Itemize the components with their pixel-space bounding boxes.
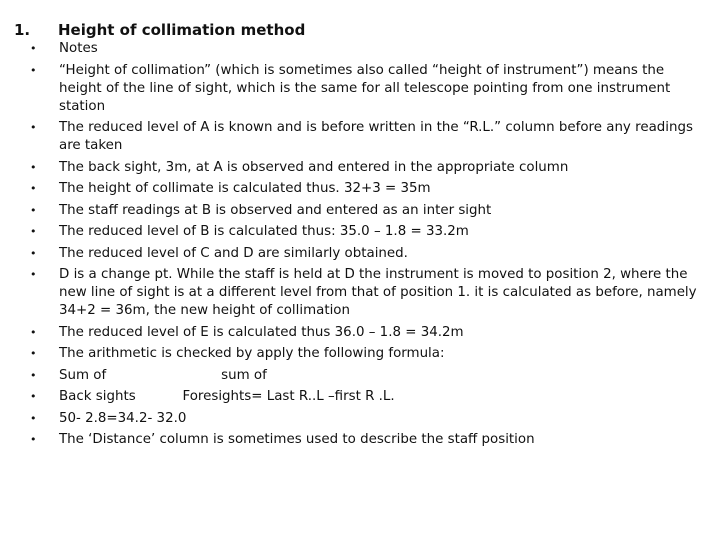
- bullet-icon: •: [30, 268, 37, 281]
- list-item: [0, 40, 720, 58]
- list-item: [0, 180, 720, 198]
- list-item-text: The height of collimate is calculated thus. 32+3 = 35m: [59, 181, 431, 196]
- list-item-text: Notes: [59, 41, 98, 56]
- list-item-text: “Height of collimation” (which is sometimes also called “height of instrument”) means the height of the line of sight, which is the same for all telescope pointing from one instrument station: [59, 62, 671, 114]
- list-item: [0, 367, 720, 385]
- bullet-icon: •: [30, 246, 37, 260]
- bullet-icon: •: [30, 225, 37, 238]
- list-item-text: The back sight, 3m, at A is observed and entered in the appropriate column: [59, 159, 569, 175]
- list-item-text: The ‘Distance’ column is sometimes used to describe the staff position: [59, 432, 535, 447]
- bullet-list: [0, 40, 720, 453]
- list-item: [0, 159, 720, 177]
- bullet-icon: •: [30, 182, 37, 195]
- bullet-icon: •: [30, 121, 37, 134]
- list-item-text: Sum of sum of: [59, 367, 267, 383]
- list-item: [0, 245, 720, 263]
- list-item-text: Back sights Foresights= Last R..L –first R .L.: [59, 389, 395, 404]
- bullet-icon: •: [30, 42, 37, 55]
- list-item: [0, 324, 720, 342]
- list-item-text: The reduced level of C and D are similarly obtained.: [59, 245, 408, 261]
- list-item-text: The reduced level of A is known and is before written in the “R.L.” column before any readings are taken: [59, 120, 693, 153]
- bullet-icon: •: [30, 203, 37, 217]
- list-item-text: The arithmetic is checked by apply the following formula:: [59, 346, 445, 361]
- list-item-text: The staff readings at B is observed and entered as an inter sight: [59, 202, 492, 218]
- list-item: [0, 410, 720, 428]
- bullet-icon: •: [30, 63, 37, 77]
- list-item-text: D is a change pt. While the staff is held at D the instrument is moved to position 2, where the new line of sight is at a different level from that of position 1. it is calculated as before, namely 34+2 = 36m, the new height of collimation: [59, 267, 697, 318]
- bullet-icon: •: [30, 160, 37, 174]
- list-item: [0, 62, 720, 116]
- list-item: [0, 431, 720, 449]
- list-item: [0, 266, 720, 320]
- bullet-icon: •: [30, 411, 37, 425]
- bullet-icon: •: [30, 433, 37, 446]
- bullet-icon: •: [30, 325, 37, 339]
- section-number: 1.: [14, 21, 31, 39]
- bullet-icon: •: [30, 347, 37, 360]
- list-item: [0, 119, 720, 155]
- list-item: [0, 202, 720, 220]
- bullet-icon: •: [30, 390, 37, 403]
- bullet-icon: •: [30, 368, 37, 382]
- section-title: Height of collimation method: [58, 21, 306, 39]
- list-item: [0, 223, 720, 241]
- section-heading: [14, 20, 305, 40]
- list-item: [0, 345, 720, 363]
- list-item: [0, 388, 720, 406]
- list-item-text: The reduced level of E is calculated thus 36.0 – 1.8 = 34.2m: [59, 324, 464, 340]
- list-item-text: 50- 2.8=34.2- 32.0: [59, 410, 187, 426]
- list-item-text: The reduced level of B is calculated thus: 35.0 – 1.8 = 33.2m: [59, 224, 469, 239]
